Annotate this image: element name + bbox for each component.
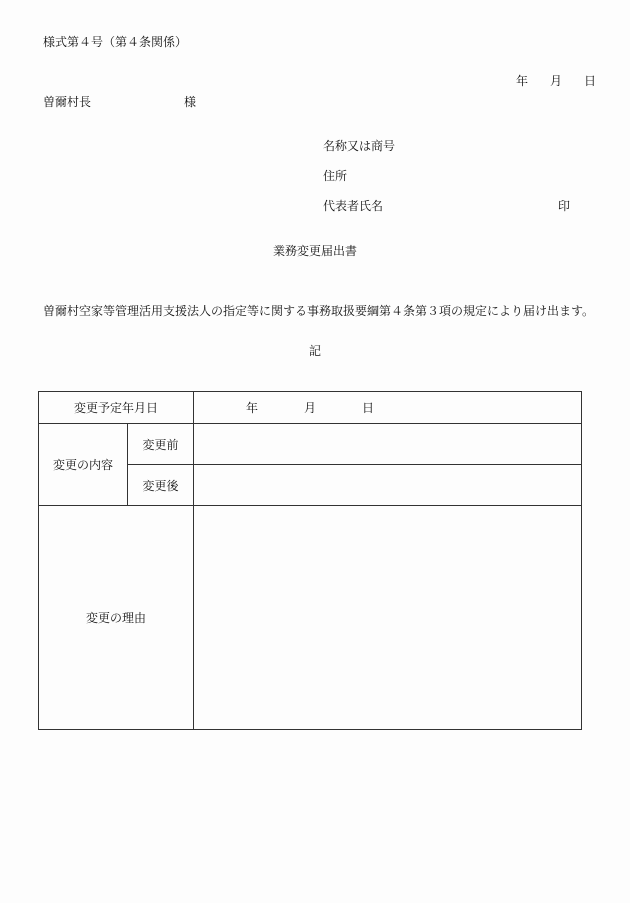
addressee-name: 曽爾村長 <box>43 95 92 109</box>
before-field[interactable] <box>194 424 582 465</box>
change-form-table <box>38 391 582 730</box>
form-number: 様式第４号（第４条関係） <box>43 35 188 49</box>
body-statement: 曽爾村空家等管理活用支援法人の指定等に関する事務取扱要綱第４条第３項の規定により届け出ます。 <box>43 304 595 318</box>
applicant-name-label: 名称又は商号 <box>323 139 396 153</box>
applicant-address-label: 住所 <box>323 169 348 183</box>
date-month-label: 月 <box>550 74 563 88</box>
field-year-label: 年 <box>246 401 259 415</box>
scheduled-date-label: 変更予定年月日 <box>39 392 194 424</box>
after-field[interactable] <box>194 465 582 506</box>
table-row-scheduled-date <box>39 392 582 424</box>
date-day-label: 日 <box>584 74 597 88</box>
addressee-honorific: 様 <box>184 95 197 109</box>
submission-date <box>516 73 596 89</box>
table-row-reason <box>39 506 582 730</box>
reason-label: 変更の理由 <box>39 506 194 730</box>
date-year-label: 年 <box>516 74 529 88</box>
seal-mark: 印 <box>558 199 571 213</box>
table-row-before <box>39 424 582 465</box>
after-label: 変更後 <box>128 465 194 506</box>
reason-field[interactable] <box>194 506 582 730</box>
field-month-label: 月 <box>304 401 317 415</box>
ki-heading: 記 <box>308 344 321 358</box>
document-title: 業務変更届出書 <box>272 244 357 258</box>
change-content-label: 変更の内容 <box>39 424 128 506</box>
scheduled-date-field[interactable] <box>194 392 582 424</box>
before-label: 変更前 <box>128 424 194 465</box>
applicant-representative-label: 代表者氏名 <box>323 199 384 213</box>
field-day-label: 日 <box>362 401 375 415</box>
